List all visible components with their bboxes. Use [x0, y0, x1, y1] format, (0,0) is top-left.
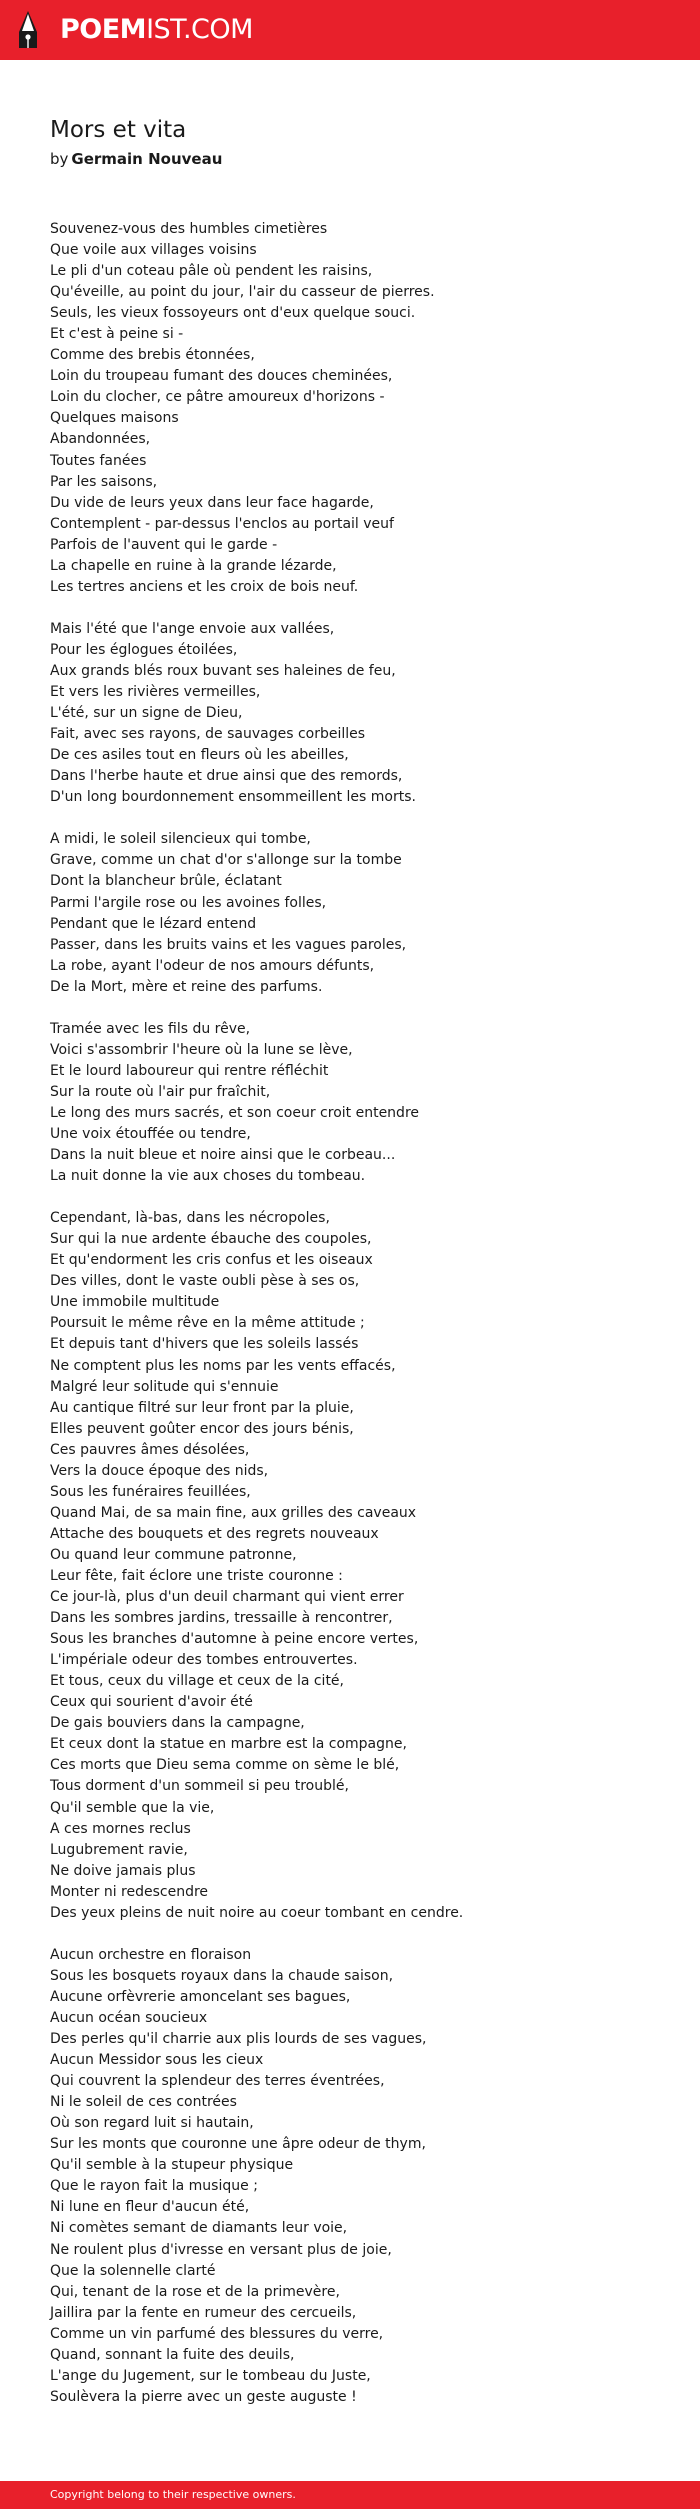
poem-line: Et vers les rivières vermeilles, [50, 684, 261, 701]
site-footer [0, 2481, 700, 2509]
poem-line: Passer, dans les bruits vains et les vagues paroles, [50, 936, 407, 953]
poem-line: Lugubrement ravie, [50, 1841, 188, 1858]
poem-line: Toutes fanées [50, 452, 147, 469]
site-header [0, 0, 700, 60]
poem-line: Qui, tenant de la rose et de la primevère, [50, 2283, 340, 2300]
stanza [50, 1208, 670, 1924]
poem-line: Des villes, dont le vaste oubli pèse à ses os, [50, 1273, 360, 1290]
poem-line: Que le rayon fait la musique ; [50, 2178, 258, 2195]
poem-line: Dans la nuit bleue et noire ainsi que le corbeau... [50, 1147, 396, 1164]
poem-line: Contemplent - par-dessus l'enclos au portail veuf [50, 515, 394, 532]
poem-line: Une immobile multitude [50, 1294, 220, 1311]
author-name[interactable]: Germain Nouveau [71, 150, 223, 168]
poem-line: Des perles qu'il charrie aux plis lourds de ses vagues, [50, 2031, 427, 2048]
poem-line: Qu'il semble que la vie, [50, 1799, 215, 1816]
by-label: by [50, 150, 69, 168]
poem-line: Et ceux dont la statue en marbre est la compagne, [50, 1736, 407, 1753]
poem-line: Cependant, là-bas, dans les nécropoles, [50, 1210, 330, 1227]
poem-line: Qu'il semble à la stupeur physique [50, 2157, 294, 2174]
poem-line: Mais l'été que l'ange envoie aux vallées, [50, 620, 335, 637]
poem-line: Souvenez-vous des humbles cimetières [50, 221, 328, 237]
poem-line: Leur fête, fait éclore une triste couronne : [50, 1568, 343, 1584]
poem-line: Où son regard luit si hautain, [50, 2115, 254, 2132]
poem-line: De gais bouviers dans la campagne, [50, 1715, 305, 1732]
poem-line: De ces asiles tout en fleurs où les abeilles, [50, 747, 349, 764]
site-logo[interactable] [60, 13, 253, 47]
poem-line: Et tous, ceux du village et ceux de la cité, [50, 1673, 344, 1690]
poem-line: Abandonnées, [50, 431, 151, 448]
logo-bold-text: POEM [60, 14, 147, 45]
poem-line: Pour les églogues étoilées, [50, 641, 238, 658]
poem-line: Ne comptent plus les noms par les vents effacés, [50, 1357, 396, 1374]
poem-line: Ces pauvres âmes désolées, [50, 1441, 250, 1458]
poem-line: Quelques maisons [50, 410, 179, 427]
poem-line: Les tertres anciens et les croix de bois neuf. [50, 578, 359, 595]
poem-line: Comme un vin parfumé des blessures du verre, [50, 2325, 384, 2342]
poem-line: Ceux qui sourient d'avoir été [50, 1694, 253, 1711]
poem-line: Que la solennelle clarté [50, 2262, 216, 2279]
poem-line: Qui couvrent la splendeur des terres éventrées, [50, 2073, 385, 2090]
poem-line: Malgré leur solitude qui s'ennuie [50, 1378, 279, 1395]
poem-line: Et c'est à peine si - [50, 326, 184, 343]
poem-line: Sur la route où l'air pur fraîchit, [50, 1083, 271, 1100]
poem-line: Le pli d'un coteau pâle où pendent les raisins, [50, 263, 373, 280]
poem-line: Dont la blancheur brûle, éclatant [50, 873, 282, 890]
stanza [50, 619, 670, 808]
poem-line: Seuls, les vieux fossoyeurs ont d'eux quelque souci. [50, 305, 416, 322]
poem-body [50, 219, 670, 2429]
stanza [50, 1019, 670, 1187]
poem-line: Monter ni redescendre [50, 1883, 209, 1900]
poem-line: Quand, sonnant la fuite des deuils, [50, 2346, 295, 2363]
poem-line: Qu'éveille, au point du jour, l'air du casseur de pierres. [50, 284, 435, 301]
poem-line: Sur qui la nue ardente ébauche des coupoles, [50, 1231, 372, 1248]
poem-line: Dans les sombres jardins, tressaille à rencontrer, [50, 1610, 393, 1627]
poem-line: Ces morts que Dieu sema comme on sème le blé, [50, 1757, 400, 1774]
stanza [50, 829, 670, 997]
poem-line: Parfois de l'auvent qui le garde - [50, 536, 278, 553]
poem-line: Soulèvera la pierre avec un geste auguste ! [50, 2388, 357, 2405]
poem-line: L'impériale odeur des tombes entrouvertes. [50, 1652, 358, 1669]
poem-line: Attache des bouquets et des regrets nouveaux [50, 1525, 379, 1542]
poem-line: Aucun orchestre en floraison [50, 1946, 252, 1963]
poem-line: Dans l'herbe haute et drue ainsi que des remords, [50, 768, 403, 785]
stanza [50, 219, 670, 598]
poem-line: Voici s'assombrir l'heure où la lune se lève, [50, 1041, 353, 1058]
poem-line: Du vide de leurs yeux dans leur face hagarde, [50, 494, 374, 511]
poem-line: Loin du troupeau fumant des douces cheminées, [50, 368, 393, 385]
poem-line: De la Mort, mère et reine des parfums. [50, 978, 323, 995]
poem-line: Des yeux pleins de nuit noire au coeur tombant en cendre. [50, 1904, 464, 1921]
logo-light-text: IST.COM [146, 14, 253, 45]
poem-line: Fait, avec ses rayons, de sauvages corbeilles [50, 726, 366, 743]
poem-line: Vers la douce époque des nids, [50, 1462, 269, 1479]
poem-line: Sous les branches d'automne à peine encore vertes, [50, 1631, 419, 1648]
byline [50, 148, 222, 170]
copyright-text: Copyright belong to their respective owners. [50, 2488, 296, 2501]
poem-line: Par les saisons, [50, 473, 158, 490]
poem-line: Et qu'endorment les cris confus et les oiseaux [50, 1252, 373, 1269]
poem-line: Que voile aux villages voisins [50, 242, 257, 259]
poem-line: Comme des brebis étonnées, [50, 347, 255, 364]
stanza [50, 1945, 670, 2408]
poem-line: Ne doive jamais plus [50, 1862, 196, 1879]
poem-line: D'un long bourdonnement ensommeillent les morts. [50, 789, 416, 806]
poem-line: Aucun océan soucieux [50, 2009, 208, 2026]
poem-line: Poursuit le même rêve en la même attitude ; [50, 1315, 365, 1332]
poem-line: Sous les bosquets royaux dans la chaude saison, [50, 1967, 394, 1984]
poem-line: Ne roulent plus d'ivresse en versant plus de joie, [50, 2241, 392, 2258]
poem-line: Tramée avec les fils du rêve, [50, 1020, 251, 1037]
poem-line: Ni comètes semant de diamants leur voie, [50, 2220, 348, 2237]
poem-line: Elles peuvent goûter encor des jours bénis, [50, 1420, 354, 1437]
poem-line: La nuit donne la vie aux choses du tombeau. [50, 1168, 366, 1185]
poem-line: A midi, le soleil silencieux qui tombe, [50, 831, 311, 848]
poem-line: Ou quand leur commune patronne, [50, 1546, 297, 1563]
poem-line: Sur les monts que couronne une âpre odeur de thym, [50, 2136, 426, 2153]
poem-line: Ce jour-là, plus d'un deuil charmant qui vient errer [50, 1589, 404, 1606]
poem-line: Sous les funéraires feuillées, [50, 1483, 251, 1500]
poem-line: Pendant que le lézard entend [50, 915, 257, 932]
poem-line: Ni le soleil de ces contrées [50, 2094, 237, 2111]
poem-line: Tous dorment d'un sommeil si peu troublé, [50, 1778, 349, 1795]
poem-line: Quand Mai, de sa main fine, aux grilles des caveaux [50, 1504, 417, 1521]
poem-line: Ni lune en fleur d'aucun été, [50, 2199, 250, 2216]
poem-line: Au cantique filtré sur leur front par la pluie, [50, 1399, 354, 1416]
poem-line: Le long des murs sacrés, et son coeur croit entendre [50, 1104, 420, 1121]
pen-nib-icon[interactable] [17, 10, 39, 50]
poem-line: Loin du clocher, ce pâtre amoureux d'horizons - [50, 389, 385, 406]
poem-line: Et le lourd laboureur qui rentre réfléchit [50, 1062, 329, 1079]
poem-line: L'ange du Jugement, sur le tombeau du Juste, [50, 2367, 371, 2384]
poem-line: Jaillira par la fente en rumeur des cercueils, [50, 2304, 357, 2321]
poem-line: Aucune orfèvrerie amoncelant ses bagues, [50, 1988, 351, 2005]
poem-line: Une voix étouffée ou tendre, [50, 1126, 251, 1143]
poem-line: Aux grands blés roux buvant ses haleines de feu, [50, 662, 396, 679]
poem-line: Grave, comme un chat d'or s'allonge sur la tombe [50, 852, 402, 869]
poem-line: La chapelle en ruine à la grande lézarde, [50, 557, 337, 574]
poem-line: Et depuis tant d'hivers que les soleils lassés [50, 1336, 359, 1353]
poem-line: Parmi l'argile rose ou les avoines folles, [50, 894, 327, 911]
poem-title: Mors et vita [50, 117, 187, 143]
poem-line: La robe, ayant l'odeur de nos amours défunts, [50, 957, 375, 974]
poem-line: L'été, sur un signe de Dieu, [50, 705, 243, 722]
poem-line: Aucun Messidor sous les cieux [50, 2052, 264, 2069]
poem-line: A ces mornes reclus [50, 1820, 191, 1837]
